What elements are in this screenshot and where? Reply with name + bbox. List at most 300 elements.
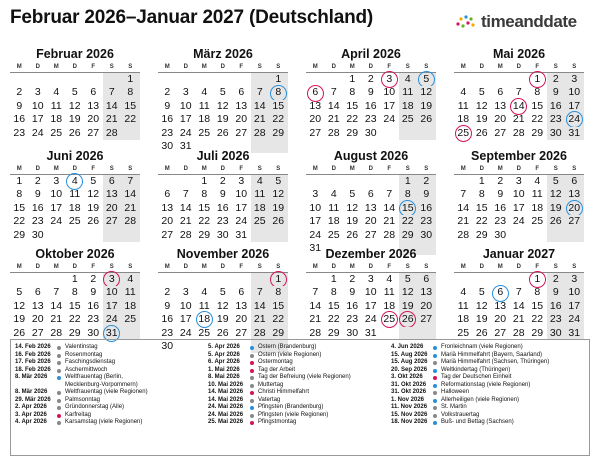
day-cell xyxy=(454,188,473,201)
legend-dot-icon xyxy=(57,346,61,350)
day-cell xyxy=(325,286,344,299)
empty-day-cell xyxy=(325,73,344,86)
legend-date: 5. Apr 2026 xyxy=(208,344,240,350)
legend-holiday-name: Aschermittwoch xyxy=(65,366,108,373)
day-number: 29 xyxy=(531,126,544,139)
weekday-header: S xyxy=(547,164,566,175)
day-number: 10 xyxy=(179,299,192,312)
month-title: August 2026 xyxy=(333,149,409,163)
legend-date: 11. Nov 2026 xyxy=(391,404,428,411)
day-number: 3 xyxy=(34,86,41,99)
empty-day-cell xyxy=(251,73,270,86)
month-day-grid xyxy=(10,262,140,340)
day-number: 20 xyxy=(420,299,433,312)
day-number: 18 xyxy=(50,113,63,126)
day-number: 7 xyxy=(312,286,319,299)
day-cell xyxy=(195,327,214,340)
day-number: 18 xyxy=(124,299,137,312)
day-number: 30 xyxy=(494,228,507,241)
day-number: 16 xyxy=(87,299,100,312)
day-cell xyxy=(473,327,492,340)
day-number: 29 xyxy=(531,326,544,339)
month-calendar xyxy=(454,148,584,242)
day-number: 4 xyxy=(127,273,134,285)
month-calendar xyxy=(306,246,436,340)
day-number: 15 xyxy=(68,299,81,312)
day-cell xyxy=(84,100,103,113)
day-cell xyxy=(343,327,362,340)
day-number: 1 xyxy=(404,175,411,187)
day-number: 19 xyxy=(216,113,229,126)
month-title: Februar 2026 xyxy=(36,47,114,61)
weekday-header: S xyxy=(121,164,140,175)
day-cell xyxy=(232,327,251,340)
day-cell xyxy=(399,100,418,113)
day-cell xyxy=(306,300,325,313)
day-number: 10 xyxy=(568,286,581,299)
day-cell xyxy=(528,127,547,140)
day-number: 25 xyxy=(383,313,396,326)
day-cell xyxy=(473,300,492,313)
day-cell xyxy=(195,215,214,228)
day-cell xyxy=(121,215,140,228)
legend-date: 3. Apr 2026 xyxy=(15,411,47,418)
month-calendar xyxy=(454,46,584,140)
day-cell xyxy=(528,73,547,86)
weekday-header: D xyxy=(214,62,233,73)
day-cell xyxy=(306,86,325,99)
day-cell xyxy=(510,175,529,188)
day-cell xyxy=(565,327,584,340)
day-cell xyxy=(121,86,140,99)
day-cell xyxy=(362,215,381,228)
day-number: 13 xyxy=(87,99,100,112)
day-cell xyxy=(195,202,214,215)
legend-date: 18. Nov 2026 xyxy=(391,419,428,426)
day-cell xyxy=(10,327,29,340)
weekday-header: S xyxy=(565,164,584,175)
day-number: 20 xyxy=(364,215,377,228)
day-cell xyxy=(47,188,66,201)
day-number: 9 xyxy=(90,286,97,299)
day-cell xyxy=(158,188,177,201)
day-cell xyxy=(269,175,288,188)
legend-entry xyxy=(15,344,148,352)
weekday-header: D xyxy=(214,164,233,175)
day-number: 26 xyxy=(420,113,433,126)
legend-holiday-name: Christi Himmelfahrt xyxy=(258,389,310,396)
day-cell xyxy=(84,86,103,99)
day-cell xyxy=(66,273,85,286)
day-cell xyxy=(343,188,362,201)
day-cell xyxy=(491,300,510,313)
day-cell xyxy=(380,273,399,286)
month-calendar xyxy=(10,246,140,340)
day-number: 10 xyxy=(512,188,525,201)
day-cell xyxy=(158,286,177,299)
day-number: 19 xyxy=(549,201,562,214)
day-number: 3 xyxy=(182,86,189,99)
day-number: 6 xyxy=(108,175,115,187)
day-cell xyxy=(510,300,529,313)
day-cell xyxy=(66,127,85,140)
day-cell xyxy=(565,175,584,188)
day-number: 21 xyxy=(253,113,266,126)
month-day-grid xyxy=(158,62,288,153)
day-number: 8 xyxy=(201,188,208,201)
day-cell xyxy=(454,327,473,340)
day-number: 18 xyxy=(68,201,81,214)
legend-holiday-name: Mariä Himmelfahrt (Sachsen, Thüringen) xyxy=(441,359,550,366)
day-number: 10 xyxy=(105,286,118,299)
legend-dot-icon xyxy=(433,414,437,418)
day-cell xyxy=(343,127,362,140)
day-cell xyxy=(84,313,103,326)
month-title: November 2026 xyxy=(176,247,270,261)
day-cell xyxy=(269,86,288,99)
month-title: April 2026 xyxy=(341,47,401,61)
legend-holiday-name: Reformationstag (viele Regionen) xyxy=(441,381,531,388)
weekday-header: D xyxy=(177,262,196,273)
day-number: 18 xyxy=(383,299,396,312)
legend-column-2 xyxy=(208,344,351,427)
timeanddate-logo-text: timeanddate xyxy=(481,12,577,31)
legend-holiday-name: Allerheiligen (viele Regionen) xyxy=(441,396,520,403)
day-cell xyxy=(362,313,381,326)
day-cell xyxy=(510,100,529,113)
day-cell xyxy=(84,202,103,215)
month-title: September 2026 xyxy=(471,149,567,163)
day-cell xyxy=(47,202,66,215)
day-cell xyxy=(565,215,584,228)
day-number: 13 xyxy=(161,201,174,214)
weekday-header: D xyxy=(473,62,492,73)
day-number: 17 xyxy=(383,99,396,112)
legend-entry xyxy=(391,404,549,412)
legend-dot-icon xyxy=(433,421,437,425)
day-cell xyxy=(232,202,251,215)
day-number: 12 xyxy=(272,188,285,201)
day-number: 22 xyxy=(272,113,285,126)
day-number: 2 xyxy=(423,175,430,187)
day-number: 8 xyxy=(127,86,134,99)
day-cell xyxy=(565,202,584,215)
day-number: 14 xyxy=(179,201,192,214)
month-calendar xyxy=(306,46,436,140)
day-cell xyxy=(158,86,177,99)
day-number: 1 xyxy=(275,273,282,285)
day-number: 27 xyxy=(235,126,248,139)
day-cell xyxy=(547,127,566,140)
legend-entry xyxy=(208,367,351,375)
legend-dot-icon xyxy=(250,354,254,358)
day-number: 6 xyxy=(423,273,430,285)
empty-day-cell xyxy=(214,273,233,286)
day-cell xyxy=(103,215,122,228)
day-cell xyxy=(269,100,288,113)
day-cell xyxy=(306,229,325,242)
day-number: 29 xyxy=(272,126,285,139)
day-number: 20 xyxy=(161,215,174,228)
empty-day-cell xyxy=(232,73,251,86)
legend-entry xyxy=(391,344,549,352)
day-cell xyxy=(84,188,103,201)
weekday-header: S xyxy=(121,262,140,273)
day-cell xyxy=(547,100,566,113)
day-number: 31 xyxy=(568,326,581,339)
day-cell xyxy=(177,215,196,228)
empty-day-cell xyxy=(510,229,529,242)
legend-dot-icon xyxy=(433,391,437,395)
day-cell xyxy=(177,113,196,126)
legend-holiday-name: Tag der Arbeit xyxy=(258,366,296,373)
timeanddate-logo[interactable] xyxy=(455,12,577,32)
day-number: 22 xyxy=(346,113,359,126)
day-cell xyxy=(362,188,381,201)
day-number: 27 xyxy=(494,126,507,139)
day-number: 11 xyxy=(198,99,210,112)
day-number: 17 xyxy=(179,113,192,126)
day-cell xyxy=(547,175,566,188)
legend-date: 24. Mai 2026 xyxy=(208,404,244,411)
day-cell xyxy=(343,229,362,242)
day-number: 16 xyxy=(549,99,562,112)
weekday-header: D xyxy=(29,62,48,73)
day-number: 27 xyxy=(31,326,44,339)
day-number: 21 xyxy=(327,113,340,126)
day-number: 23 xyxy=(420,215,433,228)
day-cell xyxy=(491,113,510,126)
day-number: 30 xyxy=(161,339,174,352)
day-number: 2 xyxy=(552,73,559,85)
empty-day-cell xyxy=(103,73,122,86)
day-cell xyxy=(306,113,325,126)
day-number: 17 xyxy=(568,299,581,312)
day-number: 25 xyxy=(198,326,211,339)
legend-column-1 xyxy=(15,344,148,427)
day-number: 4 xyxy=(71,175,78,187)
day-number: 13 xyxy=(420,286,433,299)
day-number: 16 xyxy=(31,201,44,214)
day-number: 12 xyxy=(401,286,414,299)
legend-dot-icon xyxy=(57,361,61,365)
day-cell xyxy=(528,175,547,188)
day-cell xyxy=(158,300,177,313)
day-number: 29 xyxy=(346,126,359,139)
day-number: 12 xyxy=(475,99,488,112)
day-number: 19 xyxy=(13,313,26,326)
legend-holiday-name: Vatertag xyxy=(258,396,281,403)
legend-entry xyxy=(15,404,148,412)
day-cell xyxy=(380,229,399,242)
weekday-header: D xyxy=(29,262,48,273)
legend-holiday-name: Volkstrauertag xyxy=(441,411,480,418)
legend-date: 2. Apr 2026 xyxy=(15,404,47,411)
day-cell xyxy=(251,327,270,340)
day-number: 28 xyxy=(179,228,192,241)
empty-day-cell xyxy=(66,229,85,242)
day-number: 13 xyxy=(309,99,322,112)
day-cell xyxy=(84,113,103,126)
day-number: 18 xyxy=(253,201,266,214)
day-number: 29 xyxy=(475,228,488,241)
day-cell xyxy=(491,100,510,113)
day-cell xyxy=(84,327,103,340)
legend-date: 18. Feb 2026 xyxy=(15,366,51,373)
day-cell xyxy=(84,300,103,313)
day-cell xyxy=(214,113,233,126)
empty-day-cell xyxy=(47,273,66,286)
empty-day-cell xyxy=(510,273,529,286)
legend-entry xyxy=(15,352,148,360)
day-cell xyxy=(29,215,48,228)
day-number: 11 xyxy=(383,286,395,299)
month-calendar xyxy=(306,148,436,255)
empty-day-cell xyxy=(417,127,436,140)
day-number: 20 xyxy=(235,113,248,126)
day-cell xyxy=(214,286,233,299)
empty-day-cell xyxy=(158,175,177,188)
day-cell xyxy=(10,229,29,242)
legend-entry xyxy=(15,367,148,375)
legend-date: 3. Okt 2026 xyxy=(391,374,423,381)
day-cell xyxy=(325,300,344,313)
empty-day-cell xyxy=(380,127,399,140)
day-cell xyxy=(158,100,177,113)
weekday-header: M xyxy=(158,262,177,273)
empty-day-cell xyxy=(158,273,177,286)
legend-holiday-name: Karfreitag xyxy=(65,411,92,418)
weekday-header: M xyxy=(47,164,66,175)
day-number: 15 xyxy=(124,99,137,112)
day-cell xyxy=(565,86,584,99)
empty-day-cell xyxy=(325,175,344,188)
day-cell xyxy=(269,127,288,140)
day-number: 5 xyxy=(552,175,559,187)
day-number: 23 xyxy=(13,126,26,139)
month-day-grid xyxy=(306,62,436,140)
empty-day-cell xyxy=(66,73,85,86)
day-number: 26 xyxy=(13,326,26,339)
weekday-header: M xyxy=(343,62,362,73)
day-cell xyxy=(473,127,492,140)
day-number: 13 xyxy=(364,201,377,214)
day-number: 25 xyxy=(50,126,63,139)
day-cell xyxy=(29,86,48,99)
legend-entry xyxy=(391,419,549,427)
day-number: 15 xyxy=(327,299,340,312)
day-number: 7 xyxy=(108,86,115,99)
day-cell xyxy=(103,86,122,99)
day-number: 4 xyxy=(534,175,541,187)
day-number: 24 xyxy=(309,228,322,241)
day-cell xyxy=(103,127,122,140)
day-number: 6 xyxy=(90,86,97,99)
legend-entry xyxy=(208,344,351,352)
day-number: 23 xyxy=(549,313,562,326)
day-number: 28 xyxy=(253,326,266,339)
day-cell xyxy=(565,73,584,86)
legend-date: 15. Nov 2026 xyxy=(391,411,428,418)
legend-date: 15. Aug 2026 xyxy=(391,351,428,358)
day-cell xyxy=(473,100,492,113)
day-cell xyxy=(29,188,48,201)
day-cell xyxy=(214,86,233,99)
day-number: 19 xyxy=(272,201,285,214)
weekday-header: F xyxy=(232,164,251,175)
day-number: 22 xyxy=(531,113,544,126)
day-number: 28 xyxy=(512,126,525,139)
day-cell xyxy=(380,73,399,86)
day-number: 27 xyxy=(87,126,100,139)
day-cell xyxy=(195,113,214,126)
day-number: 1 xyxy=(349,73,356,85)
day-number: 16 xyxy=(13,113,26,126)
day-number: 6 xyxy=(497,86,504,99)
day-cell xyxy=(528,215,547,228)
day-number: 8 xyxy=(16,188,23,201)
legend-date: 14. Feb 2026 xyxy=(15,344,51,350)
legend-entry xyxy=(15,359,148,367)
day-number: 6 xyxy=(571,175,578,187)
day-number: 11 xyxy=(254,188,266,201)
day-cell xyxy=(528,100,547,113)
day-cell xyxy=(491,229,510,242)
day-number: 8 xyxy=(330,286,337,299)
empty-day-cell xyxy=(195,273,214,286)
day-number: 19 xyxy=(346,215,359,228)
legend-entry xyxy=(208,352,351,360)
day-cell xyxy=(10,113,29,126)
day-cell xyxy=(195,286,214,299)
day-cell xyxy=(473,215,492,228)
day-cell xyxy=(325,202,344,215)
day-cell xyxy=(547,300,566,313)
weekday-header: F xyxy=(528,262,547,273)
day-number: 10 xyxy=(309,201,322,214)
day-number: 3 xyxy=(238,175,245,187)
day-cell xyxy=(251,286,270,299)
day-cell xyxy=(232,175,251,188)
day-cell xyxy=(10,127,29,140)
day-number: 9 xyxy=(552,86,559,99)
day-cell xyxy=(362,229,381,242)
day-cell xyxy=(214,327,233,340)
weekday-header: D xyxy=(325,62,344,73)
legend-entry xyxy=(15,374,148,382)
legend-holiday-name: Fronleichnam (viele Regionen) xyxy=(441,344,523,350)
day-number: 8 xyxy=(478,188,485,201)
day-cell xyxy=(121,300,140,313)
day-cell xyxy=(547,202,566,215)
legend-holiday-name: Weltkindertag (Thüringen) xyxy=(441,366,511,373)
legend-dot-icon xyxy=(250,406,254,410)
empty-day-cell xyxy=(214,73,233,86)
day-number: 22 xyxy=(531,313,544,326)
day-cell xyxy=(454,286,473,299)
day-cell xyxy=(232,188,251,201)
day-number: 21 xyxy=(50,313,63,326)
legend-dot-icon xyxy=(433,361,437,365)
day-number: 29 xyxy=(327,326,340,339)
day-number: 24 xyxy=(31,126,44,139)
empty-day-cell xyxy=(10,273,29,286)
day-cell xyxy=(214,100,233,113)
day-number: 25 xyxy=(253,215,266,228)
empty-day-cell xyxy=(362,175,381,188)
day-cell xyxy=(195,127,214,140)
day-cell xyxy=(417,202,436,215)
